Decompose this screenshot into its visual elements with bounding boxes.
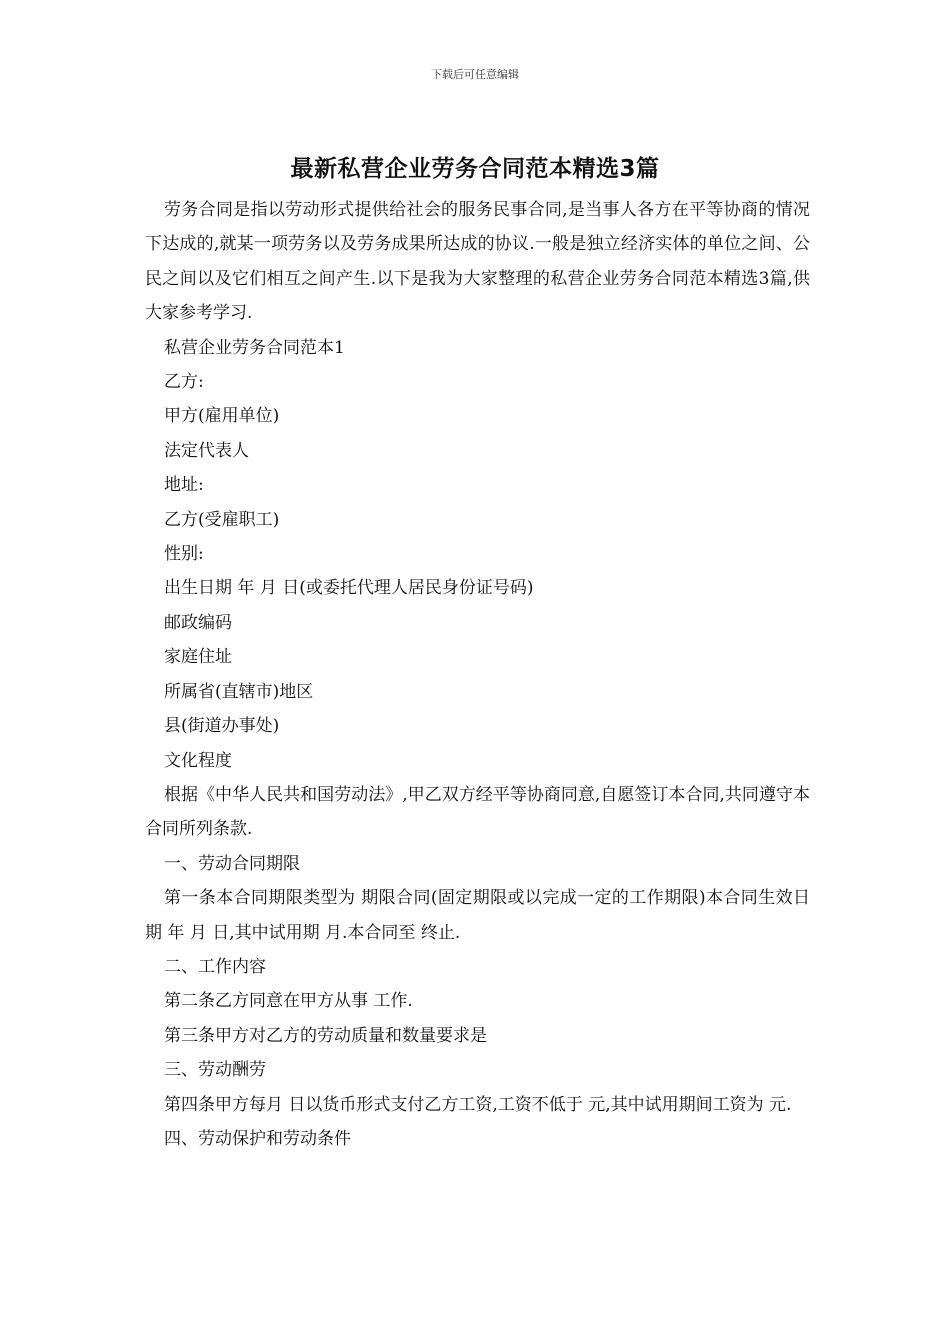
section-heading: 私营企业劳务合同范本1 — [164, 337, 345, 358]
clause-paragraph: 第四条甲方每月 日以货币形式支付乙方工资,工资不低于 元,其中试用期间工资为 元. — [164, 1094, 792, 1115]
header-note: 下载后可任意编辑 — [431, 68, 519, 81]
intro-paragraph: 劳务合同是指以劳动形式提供给社会的服务民事合同,是当事人各方在平等协商的情况下达成的,就某一项劳务以及劳务成果所达成的协议.一般是独立经济实体的单位之间、公民之间以及它们相互之间产生.以下是我为大家整理的私营企业劳务合同范本精选3篇,供大家参考学习. — [145, 200, 810, 324]
form-line: 乙方: — [164, 372, 204, 393]
form-line: 甲方(雇用单位) — [164, 406, 280, 427]
section-heading: 二、工作内容 — [164, 956, 266, 977]
form-line: 邮政编码 — [164, 612, 232, 633]
form-line: 所属省(直辖市)地区 — [164, 681, 314, 702]
form-line: 出生日期 年 月 日(或委托代理人居民身份证号码) — [164, 578, 534, 599]
clause-paragraph: 第三条甲方对乙方的劳动质量和数量要求是 — [164, 1025, 487, 1046]
section-heading: 四、劳动保护和劳动条件 — [164, 1128, 351, 1149]
body-paragraph: 根据《中华人民共和国劳动法》,甲乙双方经平等协商同意,自愿签订本合同,共同遵守本合同所列条款. — [145, 784, 810, 840]
form-line: 性别: — [164, 544, 204, 565]
clause-paragraph: 第二条乙方同意在甲方从事 工作. — [164, 991, 413, 1012]
section-heading: 三、劳动酬劳 — [164, 1060, 266, 1081]
section-heading: 一、劳动合同期限 — [164, 853, 300, 874]
clause-paragraph: 第一条本合同期限类型为 期限合同(固定期限或以完成一定的工作期限)本合同生效日期 年 月 日,其中试用期 月.本合同至 终止. — [145, 888, 810, 943]
form-line: 县(街道办事处) — [164, 716, 280, 737]
form-line: 地址: — [164, 475, 204, 496]
document-title: 最新私营企业劳务合同范本精选3篇 — [290, 156, 660, 182]
document-body — [145, 193, 810, 1156]
form-line: 乙方(受雇职工) — [164, 509, 280, 530]
form-line: 法定代表人 — [164, 440, 249, 461]
form-line: 家庭住址 — [164, 647, 232, 668]
form-line: 文化程度 — [164, 750, 232, 771]
